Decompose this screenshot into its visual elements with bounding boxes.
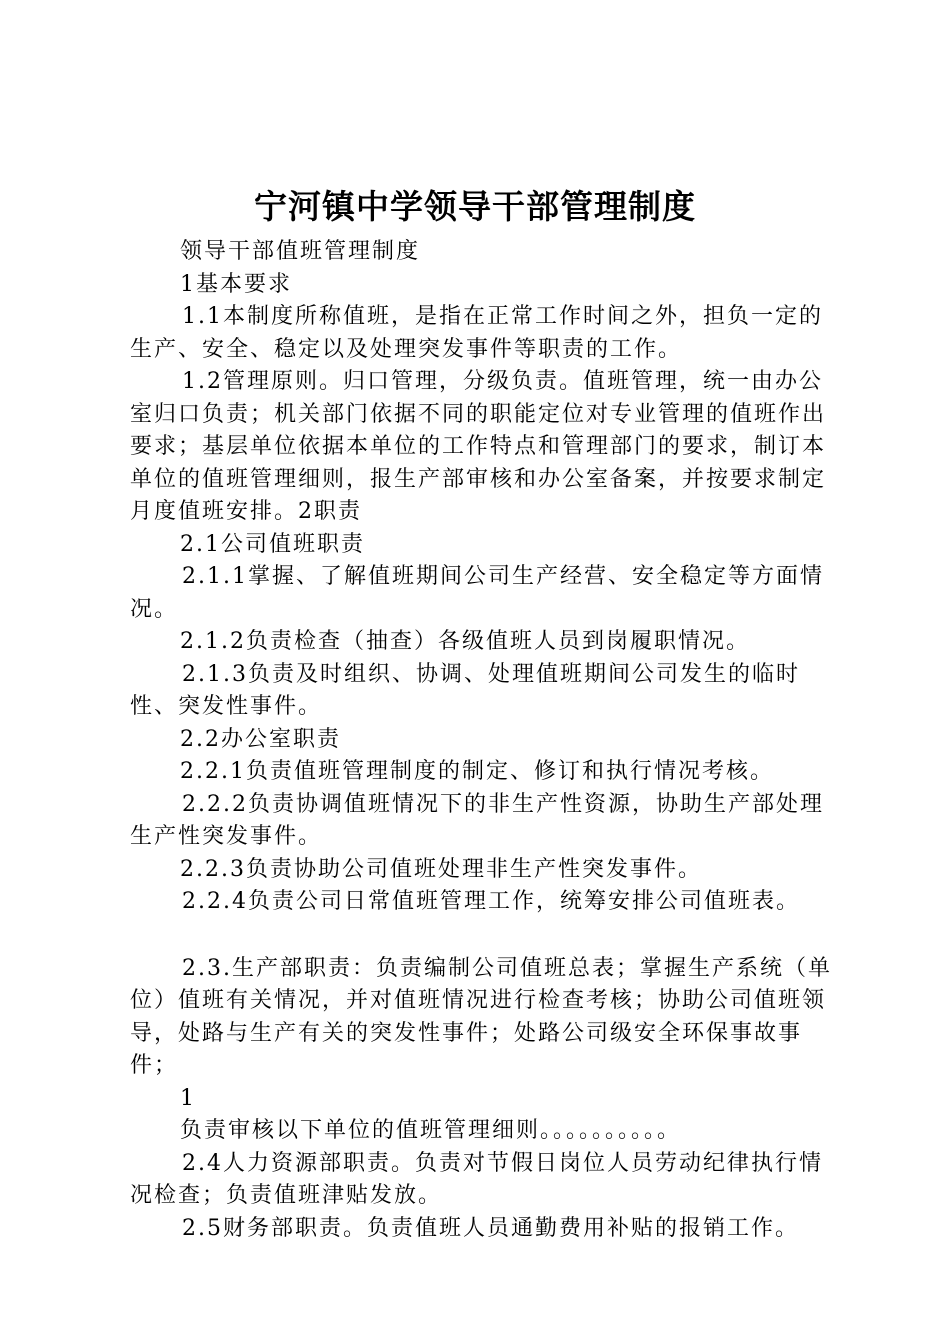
paragraph-2-2-3: 2.2.3负责协助公司值班处理非生产性突发事件。	[180, 856, 702, 882]
paragraph-gap	[130, 919, 832, 953]
paragraph-2-2: 2.2办公室职责	[180, 726, 341, 752]
paragraph-2-3: 2.3.生产部职责：负责编制公司值班总表；掌握生产系统（单位）值班有关情况，并对值班情况进行检查考核；协助公司值班领导，处路与生产有关的突发性事件；处路公司级安全环保事故事件；	[130, 955, 832, 1078]
document-title: 宁河镇中学领导干部管理制度	[254, 187, 696, 226]
paragraph-2-1: 2.1公司值班职责	[180, 531, 365, 557]
paragraph-2-4: 2.4人力资源部职责。负责对节假日岗位人员劳动纪律执行情况检查；负责值班津贴发放。	[130, 1150, 823, 1208]
page-number: 1	[180, 1085, 196, 1111]
paragraph-2-1-1: 2.1.1掌握、了解值班期间公司生产经营、安全稳定等方面情况。	[130, 564, 824, 622]
paragraph-1-1: 1.1本制度所称值班，是指在正常工作时间之外，担负一定的生产、安全、稳定以及处理突发事件等职责的工作。	[130, 304, 823, 362]
paragraph-2-2-1: 2.2.1负责值班管理制度的制定、修订和执行情况考核。	[180, 759, 774, 784]
paragraph-section-1: 1基本要求	[180, 271, 292, 297]
paragraph-review: 负责审核以下单位的值班管理细则。。。。。。。。。。	[180, 1118, 682, 1143]
paragraph-subtitle: 领导干部值班管理制度	[180, 239, 421, 264]
paragraph-1-2: 1.2管理原则。归口管理，分级负责。值班管理，统一由办公室归口负责；机关部门依据不同的职能定位对专业管理的值班作出要求；基层单位依据本单位的工作特点和管理部门的要求，制订本单位的值班管理细则，报生产部审核和办公室备案，并按要求制定月度值班安排。2职责	[130, 369, 827, 524]
paragraph-2-5: 2.5财务部职责。负责值班人员通勤费用补贴的报销工作。	[182, 1215, 799, 1241]
paragraph-2-1-2: 2.1.2负责检查（抽查）各级值班人员到岗履职情况。	[180, 629, 750, 654]
document-body	[130, 236, 832, 1245]
paragraph-2-1-3: 2.1.3负责及时组织、协调、处理值班期间公司发生的临时性、突发性事件。	[130, 661, 800, 719]
paragraph-2-2-4: 2.2.4负责公司日常值班管理工作，统筹安排公司值班表。	[182, 889, 800, 914]
paragraph-2-2-2: 2.2.2负责协调值班情况下的非生产性资源，协助生产部处理生产性突发事件。	[130, 791, 824, 849]
